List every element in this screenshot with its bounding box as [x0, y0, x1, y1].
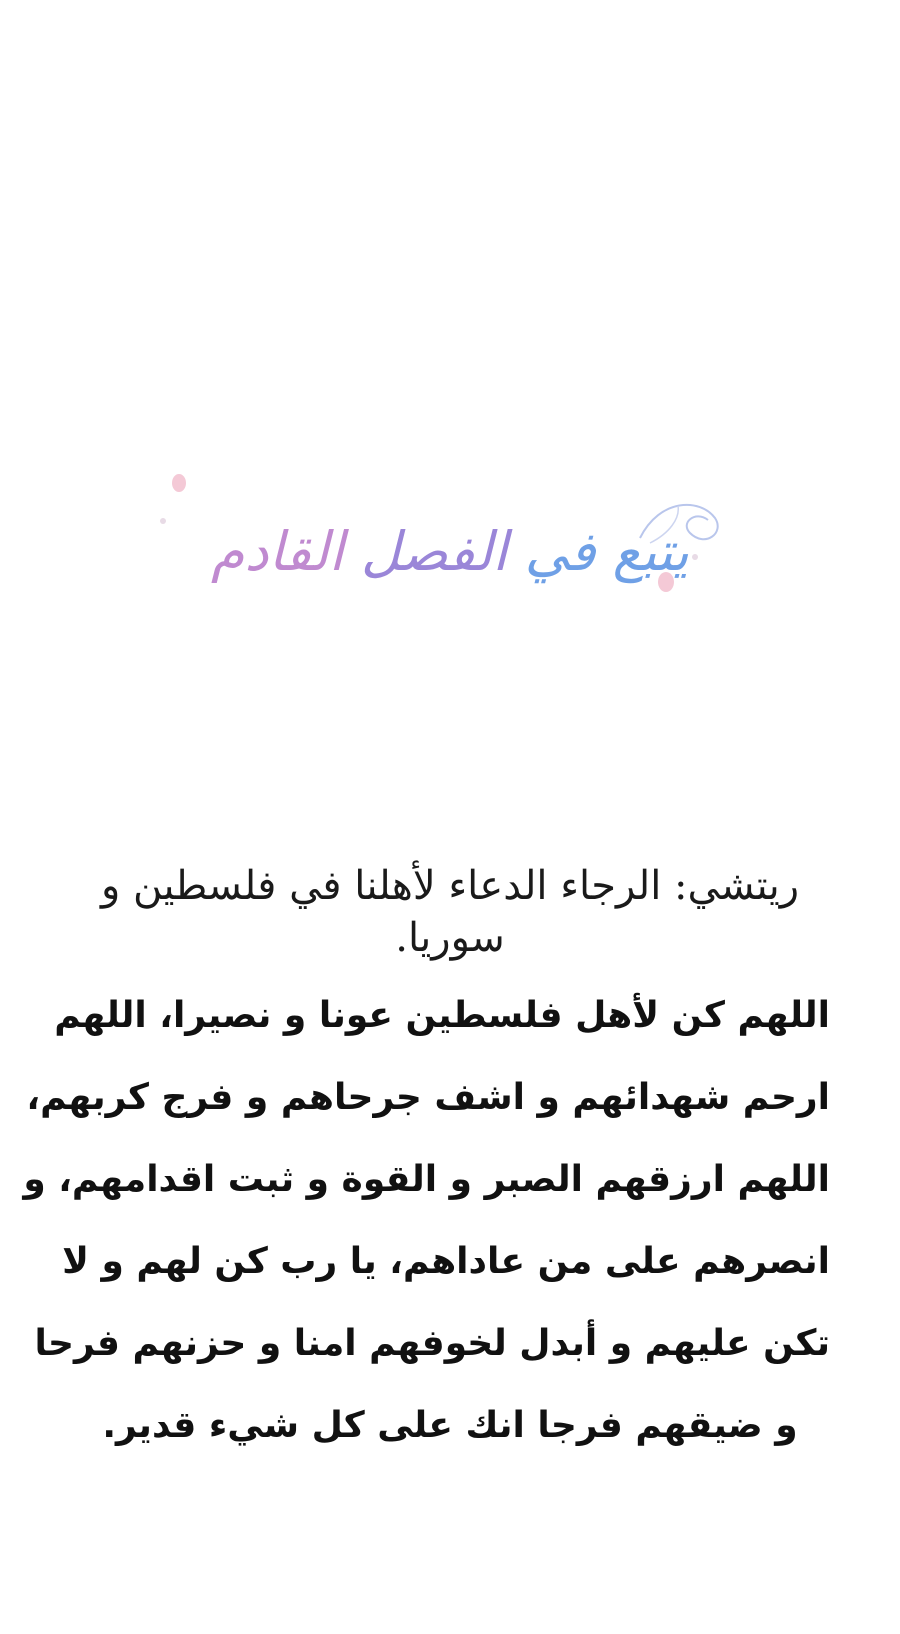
prayer-text-block — [23, 975, 830, 1467]
prayer-line: تكن عليهم و أبدل لخوفهم امنا و حزنهم فرحا — [34, 1323, 830, 1364]
title-segment-follows: يتبع في — [524, 520, 689, 583]
prayer-line: انصرهم على من عاداهم، يا رب كن لهم و لا — [62, 1241, 830, 1282]
title-segment-chapter: الفصل — [360, 520, 525, 583]
continued-next-chapter-title — [150, 520, 750, 583]
prayer-line: ارحم شهدائهم و اشف جرحاهم و فرج كربهم، — [26, 1077, 830, 1118]
prayer-line: اللهم ارزقهم الصبر و القوة و ثبت اقدامهم، و — [23, 1159, 830, 1200]
petal-decoration — [172, 474, 186, 492]
author-note: ريتشي: الرجاء الدعاء لأهلنا في فلسطين و سوريا. — [100, 863, 800, 961]
continued-banner — [150, 480, 750, 640]
prayer-line: اللهم كن لأهل فلسطين عونا و نصيرا، اللهم — [54, 995, 830, 1036]
prayer-line: و ضيقهم فرجا انك على كل شيء قدير. — [102, 1405, 798, 1446]
title-segment-next: القادم — [211, 520, 361, 583]
